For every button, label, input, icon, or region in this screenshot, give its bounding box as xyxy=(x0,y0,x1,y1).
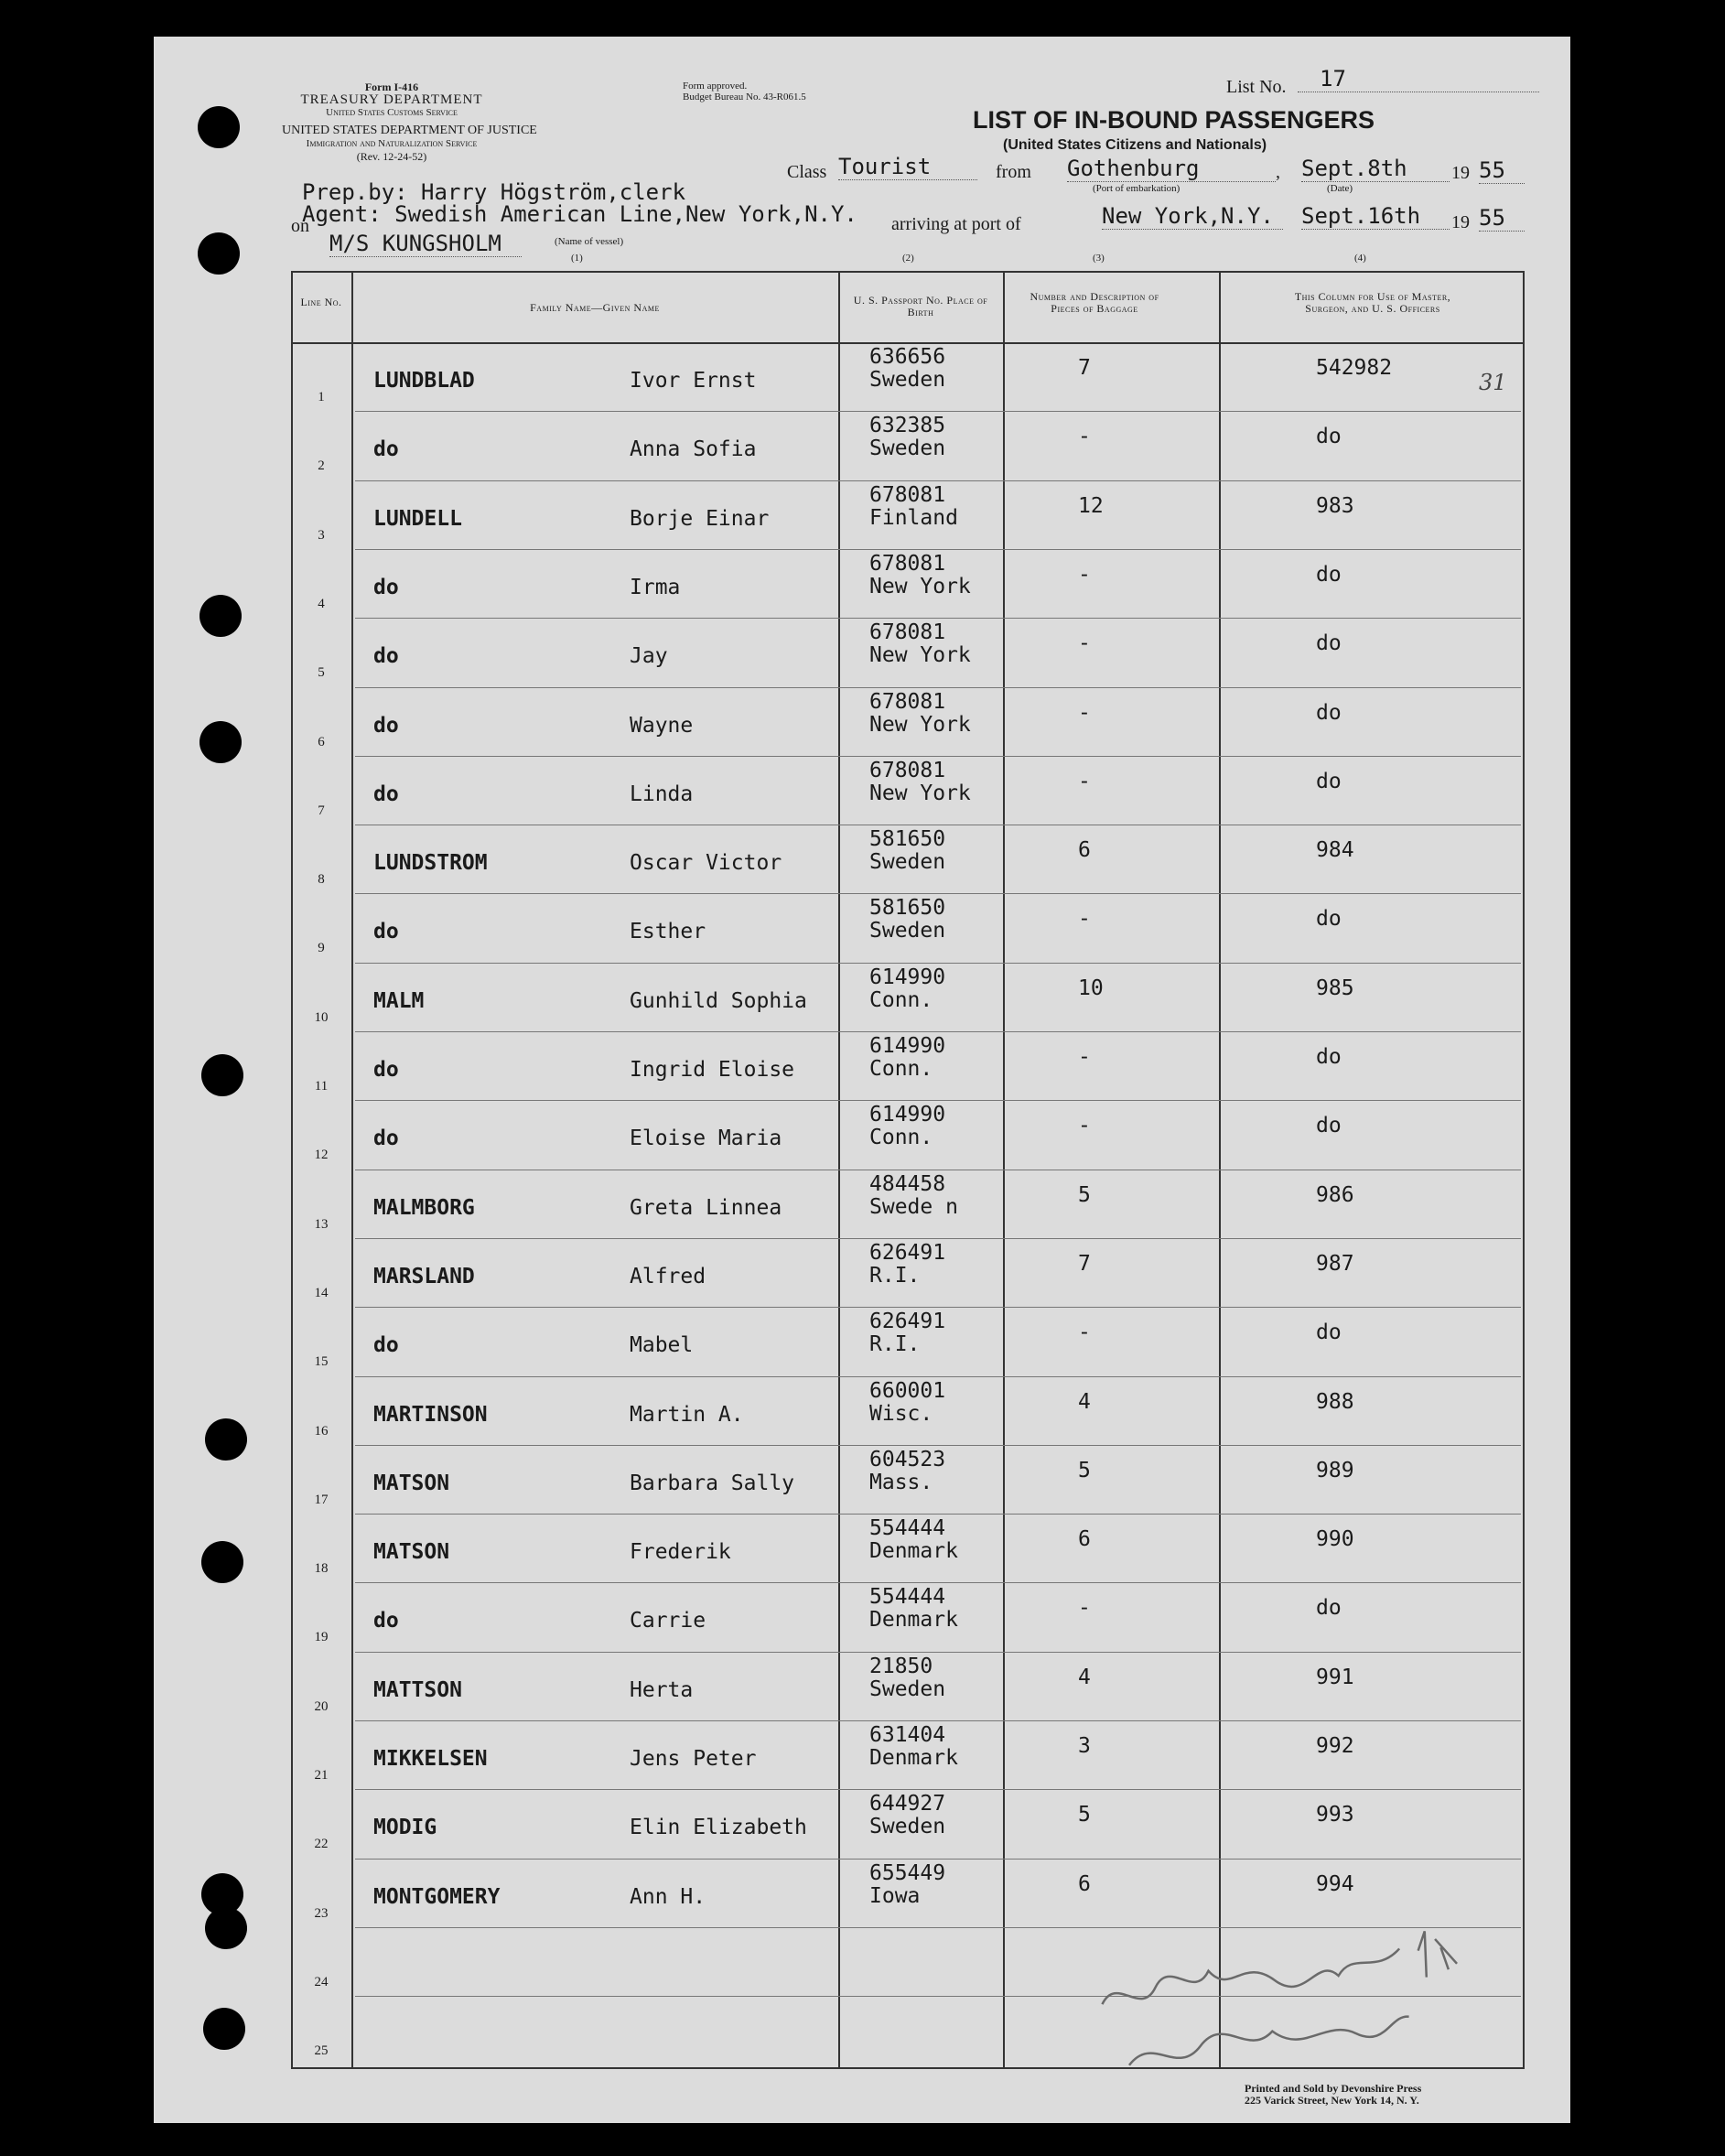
passport-number xyxy=(869,1449,945,1494)
baggage-count: 5 xyxy=(1078,1458,1091,1482)
arrival-date: Sept.16th xyxy=(1301,203,1450,230)
form-id: Form I-416 xyxy=(364,81,419,93)
line-number: 22 xyxy=(314,1837,329,1852)
passport-no: 632385 xyxy=(869,414,946,438)
officer-number: do xyxy=(1316,769,1342,793)
passport-number xyxy=(869,553,971,598)
given-name: Ivor Ernst xyxy=(630,369,757,393)
line-number: 10 xyxy=(314,1009,329,1025)
family-name: do xyxy=(373,1333,399,1358)
place-of-birth: New York xyxy=(869,781,971,805)
baggage-count: - xyxy=(1078,631,1091,656)
place-of-birth: Finland xyxy=(869,505,958,530)
officer-number: 992 xyxy=(1316,1734,1354,1758)
row-divider xyxy=(355,1859,1521,1860)
place-of-birth: Sweden xyxy=(869,919,946,943)
baggage-count: 5 xyxy=(1078,1803,1091,1827)
family-name: do xyxy=(373,782,399,806)
row-divider xyxy=(355,1789,1521,1790)
officer-number: do xyxy=(1316,425,1342,449)
col-num-3: (3) xyxy=(1093,253,1105,264)
given-name: Martin A. xyxy=(630,1402,744,1427)
printer-line-1: Printed and Sold by Devonshire Press xyxy=(1245,2082,1422,2095)
passport-number xyxy=(869,346,945,392)
line-number: 11 xyxy=(314,1079,329,1094)
given-name: Jens Peter xyxy=(630,1747,757,1771)
family-name: MARTINSON xyxy=(373,1402,488,1427)
officer-number: 542982 xyxy=(1316,356,1393,380)
line-number: 1 xyxy=(318,390,325,404)
header-passport: U. S. Passport No. Place of Birth xyxy=(853,294,988,318)
baggage-count: - xyxy=(1078,425,1091,449)
ins-service: Immigration and Naturalization Service xyxy=(306,138,478,149)
from-label: from xyxy=(996,162,1031,182)
given-name: Greta Linnea xyxy=(630,1195,782,1220)
passport-number xyxy=(869,828,945,874)
officer-number: do xyxy=(1316,1045,1342,1069)
row-divider xyxy=(355,756,1521,757)
place-of-birth: Iowa xyxy=(869,1883,921,1908)
embark-port: Gothenburg xyxy=(1067,156,1276,182)
prepared-by: Prep.by: Harry Högström,clerk xyxy=(302,179,686,205)
given-name: Wayne xyxy=(630,713,694,738)
officer-number: 993 xyxy=(1316,1803,1354,1827)
justice-dept: UNITED STATES DEPARTMENT OF JUSTICE xyxy=(282,124,537,137)
passport-no: 614990 xyxy=(869,1103,946,1127)
place-of-birth: Conn. xyxy=(869,1057,933,1081)
given-name: Mabel xyxy=(630,1333,694,1358)
year-prefix-2: 19 xyxy=(1451,212,1470,232)
officer-number: 984 xyxy=(1316,838,1354,863)
passport-number xyxy=(869,484,958,530)
baggage-count: 4 xyxy=(1078,1389,1091,1414)
passport-no: 678081 xyxy=(869,689,946,714)
arriving-label: arriving at port of xyxy=(891,214,1021,234)
passport-no: 644927 xyxy=(869,1792,946,1816)
line-number: 18 xyxy=(314,1561,329,1577)
baggage-count: 10 xyxy=(1078,976,1104,1000)
baggage-count: 5 xyxy=(1078,1182,1091,1207)
line-number: 5 xyxy=(318,665,325,681)
baggage-count: 7 xyxy=(1078,356,1091,380)
passport-number xyxy=(869,1380,945,1426)
passport-number xyxy=(869,760,971,805)
passport-no: 554444 xyxy=(869,1516,946,1541)
baggage-count: - xyxy=(1078,1045,1091,1069)
place-of-birth: R.I. xyxy=(869,1332,921,1357)
passport-no: 626491 xyxy=(869,1240,946,1265)
col-num-4: (4) xyxy=(1354,253,1366,264)
on-label: on xyxy=(291,216,309,236)
family-name: do xyxy=(373,713,399,738)
passport-no: 678081 xyxy=(869,551,946,576)
line-number: 13 xyxy=(314,1216,329,1232)
passport-number xyxy=(869,691,971,737)
customs-service: United States Customs Service xyxy=(326,107,458,118)
place-of-birth: Mass. xyxy=(869,1470,933,1494)
header-officers: This Column for Use of Master, Surgeon, and U. S. Officers xyxy=(1294,290,1451,315)
officer-number: do xyxy=(1316,1596,1342,1621)
officer-number: do xyxy=(1316,562,1342,587)
family-name: LUNDSTROM xyxy=(373,851,488,876)
arrival-port: New York,N.Y. xyxy=(1102,203,1283,230)
line-number: 23 xyxy=(314,1905,329,1921)
passport-number xyxy=(869,1655,945,1701)
officer-number: 989 xyxy=(1316,1458,1354,1482)
place-of-birth: Sweden xyxy=(869,850,946,875)
row-divider xyxy=(355,1376,1521,1377)
line-number: 17 xyxy=(314,1492,329,1507)
place-of-birth: New York xyxy=(869,574,971,598)
line-number: 21 xyxy=(314,1768,329,1783)
line-number: 8 xyxy=(318,872,325,888)
passport-number xyxy=(869,1586,958,1632)
passport-no: 581650 xyxy=(869,896,946,921)
place-of-birth: Swede n xyxy=(869,1194,958,1219)
form-id-block xyxy=(282,81,501,119)
baggage-count: 6 xyxy=(1078,838,1091,863)
passport-no: 554444 xyxy=(869,1585,946,1610)
officer-number: 988 xyxy=(1316,1389,1354,1414)
agent: Agent: Swedish American Line,New York,N.Y. xyxy=(302,201,857,227)
officer-number: do xyxy=(1316,1321,1342,1345)
date-caption: (Date) xyxy=(1327,183,1353,194)
vessel-caption: (Name of vessel) xyxy=(555,236,624,247)
passport-no: 626491 xyxy=(869,1310,946,1334)
place-of-birth: Sweden xyxy=(869,1676,946,1701)
line-number: 2 xyxy=(318,458,325,474)
row-divider xyxy=(355,1927,1521,1928)
family-name: MONTGOMERY xyxy=(373,1884,501,1909)
row-divider xyxy=(355,1238,1521,1239)
year-prefix: 19 xyxy=(1451,163,1470,183)
given-name: Alfred xyxy=(630,1264,706,1288)
binder-hole xyxy=(201,1054,243,1096)
passport-number xyxy=(869,1104,945,1149)
binder-hole xyxy=(198,106,240,148)
given-name: Jay xyxy=(630,644,668,669)
arrival-year: 55 xyxy=(1479,205,1525,232)
baggage-count: - xyxy=(1078,562,1091,587)
binder-hole xyxy=(199,595,242,637)
row-divider xyxy=(355,480,1521,481)
family-name: MALM xyxy=(373,988,425,1013)
line-number: 9 xyxy=(318,941,325,956)
class-value: Tourist xyxy=(838,154,977,180)
baggage-count: - xyxy=(1078,769,1091,793)
passport-no: 655449 xyxy=(869,1860,946,1885)
printer-note xyxy=(1245,2083,1421,2107)
place-of-birth: Denmark xyxy=(869,1746,958,1770)
passport-number xyxy=(869,966,945,1012)
row-divider xyxy=(355,1652,1521,1653)
family-name: MATSON xyxy=(373,1471,450,1495)
form-title: LIST OF IN-BOUND PASSENGERS xyxy=(973,106,1375,134)
passport-number xyxy=(869,1242,945,1288)
given-name: Frederik xyxy=(630,1540,731,1565)
family-name: do xyxy=(373,1609,399,1633)
passport-number xyxy=(869,1793,945,1838)
binder-hole xyxy=(199,721,242,763)
baggage-count: - xyxy=(1078,1321,1091,1345)
embark-caption: (Port of embarkation) xyxy=(1093,183,1181,194)
officer-number: 985 xyxy=(1316,976,1354,1000)
row-divider xyxy=(355,1307,1521,1308)
family-name: MATTSON xyxy=(373,1677,462,1702)
place-of-birth: Wisc. xyxy=(869,1401,933,1426)
row-divider xyxy=(355,549,1521,550)
form-subtitle: (United States Citizens and Nationals) xyxy=(1003,137,1267,153)
passport-no: 604523 xyxy=(869,1447,946,1471)
given-name: Ingrid Eloise xyxy=(630,1058,795,1082)
family-name: do xyxy=(373,644,399,669)
line-number: 6 xyxy=(318,734,325,749)
baggage-count: 3 xyxy=(1078,1734,1091,1758)
row-divider xyxy=(355,1720,1521,1721)
place-of-birth: Sweden xyxy=(869,368,946,392)
given-name: Oscar Victor xyxy=(630,851,782,876)
family-name: do xyxy=(373,920,399,944)
row-divider xyxy=(355,1100,1521,1101)
place-of-birth: Denmark xyxy=(869,1608,958,1633)
depart-date: Sept.8th xyxy=(1301,156,1450,182)
row-divider xyxy=(355,411,1521,412)
line-number: 14 xyxy=(314,1285,329,1300)
form-rev: (Rev. 12-24-52) xyxy=(356,150,427,163)
passport-number xyxy=(869,415,945,460)
binder-hole xyxy=(201,1541,243,1583)
binder-hole xyxy=(205,1418,247,1461)
given-name: Carrie xyxy=(630,1609,706,1633)
binder-hole xyxy=(205,1907,247,1949)
place-of-birth: Denmark xyxy=(869,1539,958,1564)
row-divider xyxy=(355,963,1521,964)
justice-block xyxy=(282,124,537,163)
passport-number xyxy=(869,1310,945,1356)
form-approved: Form approved. xyxy=(683,81,748,92)
line-number: 20 xyxy=(314,1698,329,1714)
place-of-birth: Sweden xyxy=(869,1815,946,1839)
officer-number: do xyxy=(1316,907,1342,932)
line-number: 15 xyxy=(314,1354,329,1370)
place-of-birth: R.I. xyxy=(869,1263,921,1288)
given-name: Ann H. xyxy=(630,1884,706,1909)
margin-note: 31 xyxy=(1479,370,1507,395)
line-number: 7 xyxy=(318,803,325,818)
binder-hole xyxy=(198,232,240,275)
family-name: do xyxy=(373,575,399,599)
family-name: LUNDBLAD xyxy=(373,369,475,393)
header-baggage: Number and Description of Pieces of Baggage xyxy=(1030,290,1159,315)
line-number: 19 xyxy=(314,1630,329,1645)
passport-no: 614990 xyxy=(869,965,946,989)
given-name: Barbara Sally xyxy=(630,1471,795,1495)
family-name: MIKKELSEN xyxy=(373,1747,488,1771)
officer-number: do xyxy=(1316,1114,1342,1138)
officer-number: 991 xyxy=(1316,1665,1354,1689)
given-name: Elin Elizabeth xyxy=(630,1816,807,1840)
given-name: Borje Einar xyxy=(630,506,770,531)
col-num-1: (1) xyxy=(571,253,583,264)
line-number: 3 xyxy=(318,527,325,543)
given-name: Anna Sofia xyxy=(630,437,757,462)
baggage-count: 6 xyxy=(1078,1871,1091,1896)
passport-no: 484458 xyxy=(869,1171,946,1196)
passport-no: 678081 xyxy=(869,620,946,645)
passport-no: 21850 xyxy=(869,1654,933,1678)
list-no-label: List No. xyxy=(1226,77,1287,97)
family-name: MODIG xyxy=(373,1816,437,1840)
passport-number xyxy=(869,1035,945,1081)
passport-number xyxy=(869,897,945,943)
header-name: Family Name—Given Name xyxy=(530,301,660,314)
row-divider xyxy=(355,1514,1521,1515)
given-name: Irma xyxy=(630,575,681,599)
col-num-2: (2) xyxy=(902,253,914,264)
officer-number: 983 xyxy=(1316,493,1354,518)
passport-no: 636656 xyxy=(869,345,946,369)
baggage-count: - xyxy=(1078,907,1091,932)
comma: , xyxy=(1276,162,1280,182)
binder-hole xyxy=(203,2008,245,2050)
passport-number xyxy=(869,1517,958,1563)
passport-no: 660001 xyxy=(869,1378,946,1403)
family-name: MATSON xyxy=(373,1540,450,1565)
row-divider xyxy=(355,1031,1521,1032)
given-name: Herta xyxy=(630,1677,694,1702)
officer-number: do xyxy=(1316,631,1342,656)
row-divider xyxy=(355,1582,1521,1583)
passport-number xyxy=(869,1862,945,1908)
officer-number: 990 xyxy=(1316,1527,1354,1552)
family-name: LUNDELL xyxy=(373,506,462,531)
officer-number: 994 xyxy=(1316,1871,1354,1896)
family-name: do xyxy=(373,1127,399,1151)
printer-line-2: 225 Varick Street, New York 14, N. Y. xyxy=(1245,2094,1419,2107)
officer-number: 987 xyxy=(1316,1251,1354,1276)
passport-no: 581650 xyxy=(869,827,946,852)
approval-block xyxy=(683,81,806,102)
place-of-birth: Conn. xyxy=(869,987,933,1012)
document-page xyxy=(154,37,1570,2123)
baggage-count: 6 xyxy=(1078,1527,1091,1552)
list-no-value: 17 xyxy=(1298,66,1539,92)
line-number: 25 xyxy=(314,2043,329,2059)
passport-number xyxy=(869,1173,958,1219)
row-divider xyxy=(355,893,1521,894)
vessel-name: M/S KUNGSHOLM xyxy=(329,231,522,257)
passport-no: 631404 xyxy=(869,1723,946,1747)
given-name: Linda xyxy=(630,782,694,806)
baggage-count: 7 xyxy=(1078,1251,1091,1276)
baggage-count: - xyxy=(1078,700,1091,725)
header-line-no: Line No. xyxy=(300,296,342,308)
family-name: do xyxy=(373,437,399,462)
given-name: Esther xyxy=(630,920,706,944)
budget-bureau: Budget Bureau No. 43-R061.5 xyxy=(683,92,806,102)
officer-number: do xyxy=(1316,700,1342,725)
row-divider xyxy=(355,1445,1521,1446)
treasury-dept: TREASURY DEPARTMENT xyxy=(300,92,483,107)
place-of-birth: Conn. xyxy=(869,1126,933,1150)
family-name: do xyxy=(373,1058,399,1082)
officer-number: 986 xyxy=(1316,1182,1354,1207)
place-of-birth: New York xyxy=(869,712,971,737)
baggage-count: 12 xyxy=(1078,493,1104,518)
place-of-birth: New York xyxy=(869,643,971,668)
baggage-count: 4 xyxy=(1078,1665,1091,1689)
passport-no: 614990 xyxy=(869,1034,946,1058)
line-number: 16 xyxy=(314,1423,329,1439)
passport-number xyxy=(869,1724,958,1770)
class-label: Class xyxy=(787,162,827,182)
line-number: 4 xyxy=(318,596,325,611)
family-name: MALMBORG xyxy=(373,1195,475,1220)
passport-no: 678081 xyxy=(869,758,946,782)
passport-number xyxy=(869,621,971,667)
baggage-count: - xyxy=(1078,1114,1091,1138)
family-name: MARSLAND xyxy=(373,1264,475,1288)
line-number: 12 xyxy=(314,1148,329,1163)
passport-no: 678081 xyxy=(869,482,946,507)
baggage-count: - xyxy=(1078,1596,1091,1621)
place-of-birth: Sweden xyxy=(869,437,946,461)
row-divider xyxy=(355,618,1521,619)
given-name: Gunhild Sophia xyxy=(630,988,807,1013)
line-number: 24 xyxy=(314,1974,329,1989)
depart-year: 55 xyxy=(1479,157,1525,184)
given-name: Eloise Maria xyxy=(630,1127,782,1151)
row-divider xyxy=(355,687,1521,688)
